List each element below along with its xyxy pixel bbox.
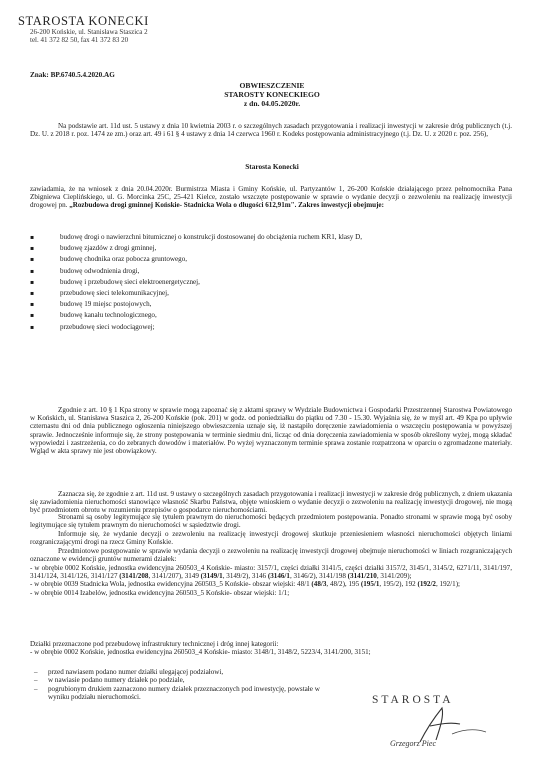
scope-item: ▪ przebudowę sieci wodociągowej;: [30, 322, 490, 333]
scope-item: ▪ przebudowę sieci telekomunikacyjnej,: [30, 288, 490, 299]
legend-list: [30, 668, 340, 702]
parcels-block: [30, 564, 512, 597]
scope-item: ▪ budowę kanału technologicznego,: [30, 310, 490, 321]
parcels-text: , 3149/2), 3146: [222, 572, 268, 581]
parcels-text: - w obrębie 0002 Końskie, jednostka ewidencyjna 260503_4 Końskie- miasto: 3157/1, części działki 3141/5, części działki 3157/2, 3145/1, 3145/2, 6271/11, 3141/197, 3141/124, 3141/126, 3141/127: [30, 564, 512, 581]
parcels-text: , 195/2), 192: [379, 580, 418, 589]
scope-item: ▪ budowę drogi o nawierzchni bitumicznej o konstrukcji dostosowanej do obciążenia ruchem KR1, klasy D,: [30, 232, 490, 243]
parcels-text: , 48/2), 195: [326, 580, 361, 589]
parcels-izabelow: - w obrębie 0014 Izabelów, jednostka ewidencyjna 260503_5 Końskie- obszar wiejski: 1/1;: [30, 588, 290, 597]
signature-block: [372, 696, 522, 756]
parcel-new: (48/3: [311, 580, 327, 589]
legend-item: – przed nawiasem podano numer działki ulegającej podziałowi,: [30, 668, 340, 676]
parcel-new: (192/2: [417, 580, 436, 589]
letterhead-phone: tel. 41 372 82 50, fax 41 372 83 20: [30, 36, 129, 45]
infrastructure-parcels: - w obrębie 0002 Końskie, jednostka ewidencyjna 260503_4 Końskie- miasto: 3148/1, 3148/2, 5223/4, 3141/200, 3151;: [30, 648, 371, 656]
parcel-new: (195/1: [360, 580, 380, 589]
parcel-new: (3146/1: [267, 572, 290, 581]
parcels-text: , 3146/2), 3141/198: [289, 572, 348, 581]
letterhead-address: 26-200 Końskie, ul. Stanisława Staszica 2: [30, 28, 148, 36]
letterhead: [18, 14, 218, 44]
notice-title: OBWIESZCZENIE: [239, 81, 305, 90]
notice-issuer: STAROSTY KONECKIEGO: [224, 90, 320, 99]
scope-item: ▪ budowę zjazdów z drogi gminnej,: [30, 243, 490, 254]
parcels-stadnicka-wola: [30, 580, 512, 588]
parcels-text: , 192/1);: [435, 580, 461, 589]
letterhead-title: STAROSTA KONECKI: [18, 14, 149, 28]
project-name: „Rozbudowa drogi gminnej Końskie- Stadnicka Wola o długości 612,91m".: [69, 201, 297, 210]
scope-item: ▪ budowę 19 miejsc postojowych,: [30, 299, 490, 310]
signatory-name: Grzegorz Piec: [390, 739, 436, 748]
parcel-new: (3141/210: [347, 572, 377, 581]
legal-basis-paragraph: Na podstawie art. 11d ust. 5 ustawy z dnia 10 kwietnia 2003 r. o szczególnych zasadach przygotowania i realizacji inwestycji w zakresie dróg publicznych (t.j. Dz. U. z 2018 r. poz. 1474 ze zm.) oraz art. 49 i 61 § 4 ustawy z dnia 14 czerwca 1960 r. Kodeks postępowania administracyjnego (t.j. Dz. U. z 2020 r. poz. 256),: [30, 122, 512, 139]
parcels-konskie: [30, 564, 512, 580]
scope-list: [30, 232, 490, 333]
access-paragraph: Zgodnie z art. 10 § 1 Kpa strony w sprawie mogą zapoznać się z aktami sprawy w Wydziale Budownictwa i Gospodarki Przestrzennej Starostwa Powiatowego w Końskich, ul. Stanisława Staszica 2, 26-200 Końskie (pok. 201) w godz. od poniedziałku do piątku od 7.30 - 15.30. Wyjaśnia się, że w myśl art. 49 Kpa po upływie czternastu dni od dnia publicznego ogłoszenia niniejszego obwieszczenia uznaje się, iż nastąpiło doręczenie zawiadomienia o wszczęciu postępowania w powyższej sprawie. Jednocześnie informuje się, że strony postępowania w terminie siedmiu dni, licząc od dnia doręczenia zawiadomienia w sposób określony wyżej, mogą składać wypowiedzi i zastrzeżenia, co do zebranych dowodów i materiałów. Po wyżej wyznaczonym terminie sprawa zostanie rozpatrzona w oparciu o zgromadzone materiały. Wgląd w akta sprawy nie jest obowiązkowy.: [30, 406, 512, 456]
scope-item: ▪ budowę odwodnienia drogi,: [30, 266, 490, 277]
ownership-note-paragraph: Zaznacza się, że zgodnie z art. 11d ust. 9 ustawy o szczególnych zasadach przygotowania i realizacji inwestycji w zakresie dróg publicznych, z dniem ukazania się zawiadomienia nieruchomości stanowiące własność Skarbu Państwa, objęte wnioskiem o wydanie decyzji o zezwoleniu na realizację inwestycji drogowej, nie mogą być przedmiotem obrotu w rozumieniu przepisów o gospodarce nieruchomościami.: [30, 490, 512, 515]
authority-name: Starosta Konecki: [245, 162, 299, 171]
ownership-transfer-paragraph: Informuje się, że wydanie decyzji o zezwoleniu na realizację inwestycji drogowej skutkuje przeniesieniem własności nieruchomości objętych liniami rozgraniczającymi drogi na rzecz Gminy Końskie.: [30, 530, 512, 547]
parties-paragraph: Stronami są osoby legitymujące się tytułem prawnym do nieruchomości będących przedmiotem postępowania. Ponadto stronami w sprawie mogą być osoby legitymujące się tytułem prawnym do nieruchomości w sąsiedztwie drogi.: [30, 513, 512, 530]
parcel-new: (3141/208: [119, 572, 149, 581]
parcel-new: (3149/1: [200, 572, 223, 581]
decision-text: zawiadamia, że na wniosek z dnia 20.04.2020r. Burmistrza Miasta i Gminy Końskie, ul. Partyzantów 1, 26-200 Końskie działającego przez pełnomocnika Pana Zbigniewa Cieplińskiego, ul. G. Morcinka 25C, 25-421 Kielce, zostało wszczęte postępowanie w sprawie o wydanie decyzji o zezwoleniu na realizację inwestycji drogowej pn.: [30, 185, 512, 210]
infrastructure-heading: Działki przeznaczone pod przebudowę infrastruktury technicznej i dróg innej kategorii:: [30, 640, 279, 648]
notice-date: z dn. 04.05.2020r.: [243, 99, 301, 108]
legend-item: – pogrubionym drukiem zaznaczono numery działek przeznaczonych pod inwestycję, powstałe w wyniku podziału nieruchomości.: [30, 685, 340, 702]
parcels-text: , 3141/207), 3149: [148, 572, 201, 581]
handwritten-signature: [382, 704, 502, 744]
scope-item: ▪ budowę i przebudowę sieci elektroenergetycznej,: [30, 277, 490, 288]
scope-intro: Zakres inwestycji obejmuje:: [298, 201, 384, 210]
signature-title: STAROSTA: [372, 694, 454, 706]
subject-paragraph: Przedmiotowe postępowanie w sprawie wydania decyzji o zezwoleniu na realizację inwestycji drogowej obejmuje nieruchomości w liniach rozgraniczających oznaczone w ewidencji gruntów numerami działek:: [30, 547, 512, 564]
reference-number: Znak: BP.6740.5.4.2020.AG: [30, 71, 115, 79]
scope-item: ▪ budowę chodnika oraz pobocza gruntowego,: [30, 254, 490, 265]
parcels-text: , 3141/209);: [376, 572, 412, 581]
parcels-text: - w obrębie 0039 Stadnicka Wola, jednostka ewidencyjna 260503_5 Końskie- obszar wiejski: 48/1: [30, 580, 312, 589]
decision-paragraph: [30, 185, 512, 210]
legend-item: – w nawiasie podano numery działek po podziale,: [30, 676, 340, 684]
